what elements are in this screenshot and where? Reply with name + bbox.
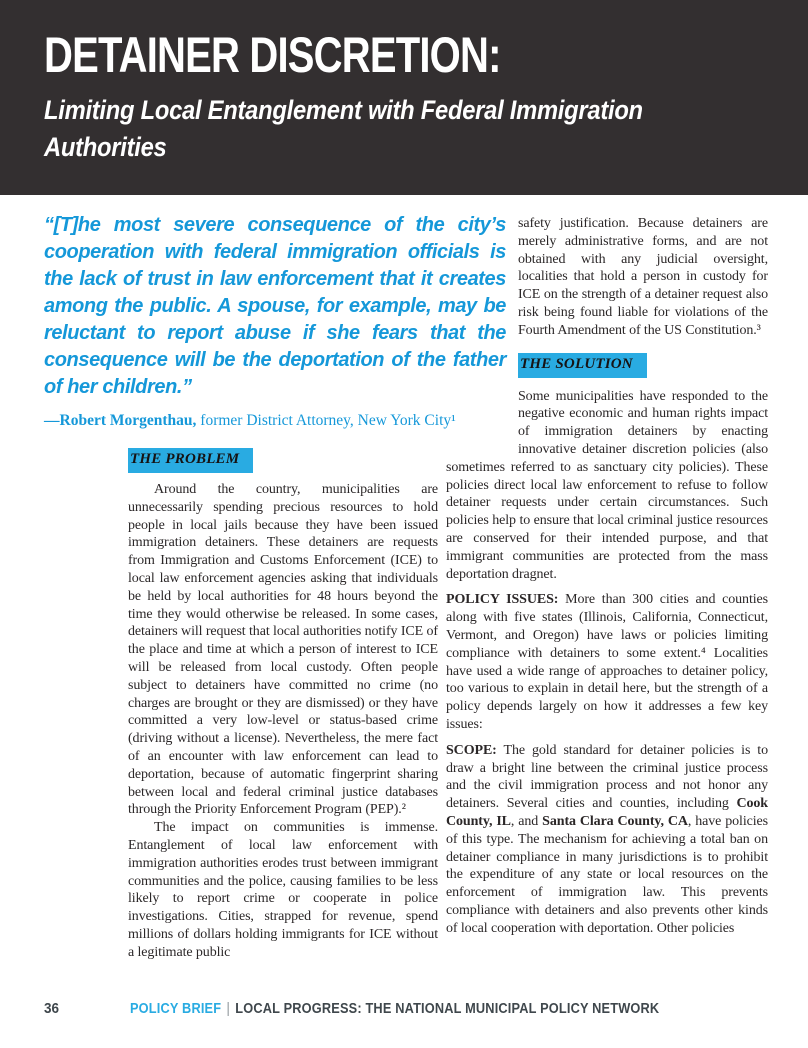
policy-issues-paragraph: POLICY ISSUES: More than 300 cities and counties along with five states (Illinois, California, Connecticut, Vermont, and Oregon) have laws or policies limiting compliance with detainers to some extent.⁴ Localities have used a wide range of approaches to detainer policy, too various to explain in detail here, but the strength of a policy depends largely on how it addresses a few key issues: <box>446 592 768 732</box>
pull-quote-text: “[T]he most severe consequence of the city’s cooperation with federal immigration officials is the lack of trust in law enforcement that it creates among the public. A spouse, for example, may be reluctant to report abuse if she fears that the consequence will be the deportation of the father of her children.” <box>44 214 506 398</box>
problem-paragraph-2: The impact on communities is immense. Entanglement of local law enforcement with immigration authorities erodes trust between immigrant communities and the police, causing families to be less likely to report crime or cooperate in police investigations. Cities, strapped for revenue, spend millions of dollars holding immigrants for ICE without a legitimate public <box>128 820 438 960</box>
quote-attribution: —Robert Morgenthau, former District Attorney, New York City¹ <box>44 412 456 429</box>
page-title: DETAINER DISCRETION: <box>44 27 501 83</box>
right-column <box>446 215 768 937</box>
footer-label <box>130 1001 659 1017</box>
solution-paragraph-1: Some municipalities have responded to the negative economic and human rights impact of immigration detainers by enacting innovative detainer discretion policies (also sometimes referred to as sanctuary city policies). These policies direct local law enforcement to refuse to follow detainer requests under certain circumstances. Such policies help to ensure that local criminal justice resources are conserved for their intended purpose, and that immigrant communities are protected from the mass deportation dragnet. <box>446 388 768 582</box>
left-column <box>128 448 438 962</box>
masthead <box>0 0 808 195</box>
footer-separator: | <box>226 1001 230 1017</box>
pull-quote-block <box>44 212 506 431</box>
footer-page-number: 36 <box>44 1000 60 1017</box>
problem-paragraph-1: Around the country, municipalities are unnecessarily spending precious resources to hold people in local jails because they have been issued immigration detainers. These detainers are requests from Immigration and Customs Enforcement (ICE) to local law enforcement agencies asking that individuals be held by local authorities for 48 hours beyond the time they would otherwise be released. In some cases, detainers will request that local authorities notify ICE of the place and time at which a person of interest to ICE will be released from local custody. Often people subject to detainers have committed no crime (no charges are brought or they are dismissed) or they have committed a very low-level or status-based crime (driving without a license). Nevertheless, the mere fact of an encounter with law enforcement can lead to deportation, because of automatic fingerprint sharing between local and federal criminal justice databases through the Priority Enforcement Program (PEP).² <box>128 482 438 818</box>
section-heading-problem: THE PROBLEM <box>128 448 253 473</box>
page-subtitle: Limiting Local Entanglement with Federal Immigration Authorities <box>44 95 643 162</box>
section-heading-solution: THE SOLUTION <box>518 353 647 378</box>
quote-wrap-spacer <box>446 215 518 455</box>
scope-paragraph: SCOPE: The gold standard for detainer policies is to draw a bright line between the criminal justice process and the civil immigration process and not honor any detainers. Several cities and counties, including Cook County, IL, and Santa Clara County, CA, have policies of this type. The mechanism for achieving a total ban on detainer compliance in many jurisdictions is to prohibit the expenditure of any state or local resources on the enforcement of immigration law. This prevents compliance with detainers and also prevents other kinds of local cooperation with deportation. Other policies <box>446 742 769 936</box>
footer-brief-label: POLICY BRIEF <box>130 1001 222 1017</box>
heading-row-problem <box>128 448 438 473</box>
footer-network-label: LOCAL PROGRESS: THE NATIONAL MUNICIPAL POLICY NETWORK <box>235 1001 660 1017</box>
problem-paragraph-continuation: safety justification. Because detainers are merely administrative forms, and are not obtained with any judicial oversight, localities that hold a person in custody for ICE on the strength of a detainer request also risk being found liable for violations of the Fourth Amendment of the US Constitution.³ <box>518 216 768 338</box>
